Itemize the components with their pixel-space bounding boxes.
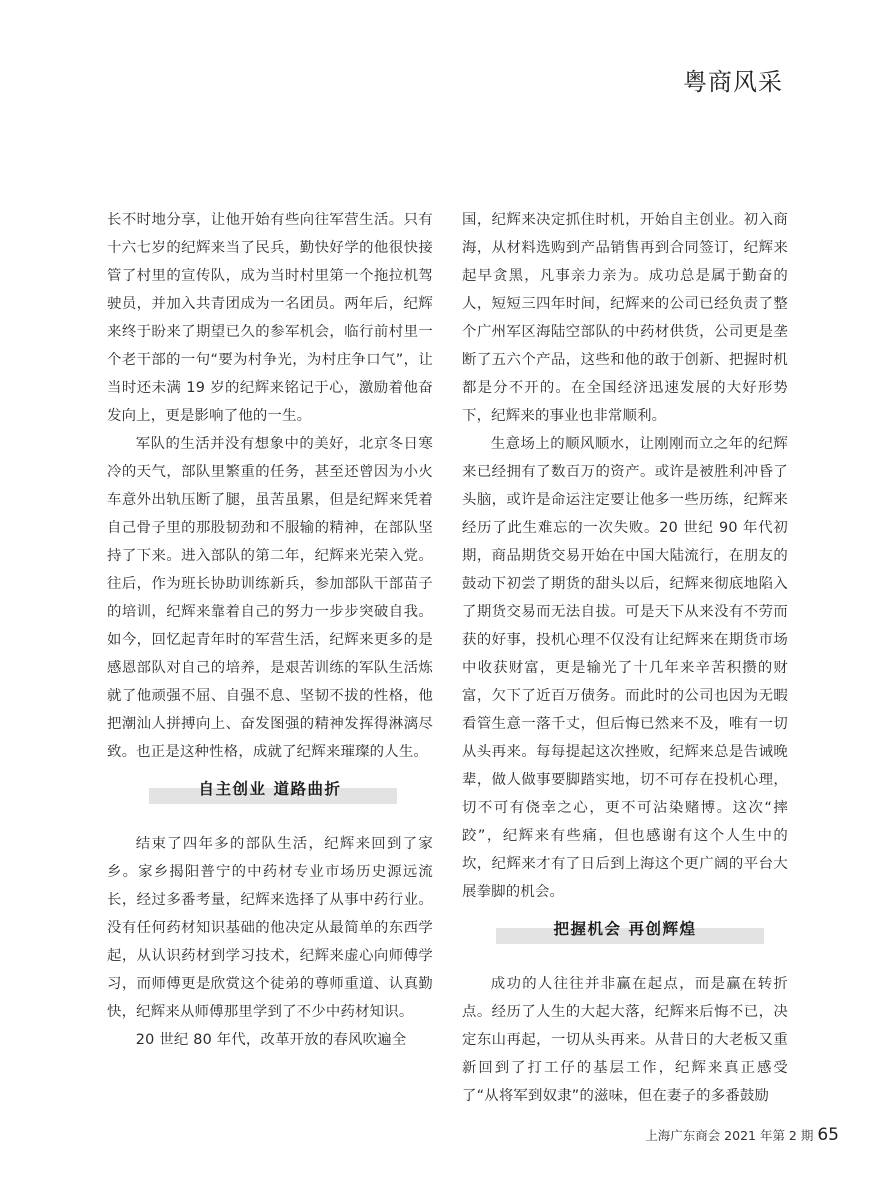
left-paragraph-2: 军队的生活并没有想象中的美好，北京冬日寒冷的天气，部队里繁重的任务，甚至还曾因为小火车意外出轨压断了腿，虽苦虽累，但是纪辉来凭着自己骨子里的那股韧劲和不服输的精神，在部队坚持了下来。进入部队的第二年，纪辉来光荣入党。往后，作为班长协助训练新兵，参加部队干部苗子的培训，纪辉来靠着自己的努力一步步突破自我。如今，回忆起青年时的军营生活，纪辉来更多的是感恩部队对自己的培养，是艰苦训练的军队生活炼就了他顽强不屈、自强不息、坚韧不拔的性格，他把潮汕人拼搏向上、奋发图强的精神发挥得淋漓尽致。也正是这种性格，成就了纪辉来璀璨的人生。	[107, 436, 433, 760]
left-paragraph-4: 20 世纪 80 年代，改革开放的春风吹遍全	[135, 1032, 407, 1048]
section-heading-startup	[107, 778, 433, 804]
section-label: 粤商风采	[683, 68, 783, 96]
left-column	[107, 206, 433, 1054]
left-paragraph-3: 结束了四年多的部队生活，纪辉来回到了家乡。家乡揭阳普宁的中药材专业市场历史源远流长，经过多番考量，纪辉来选择了从事中药行业。没有任何药材知识基础的他决定从最简单的东西学起，从认识药材到学习技术，纪辉来虚心向师傅学习，而师傅更是欣赏这个徒弟的尊师重道、认真勤快，纪辉来从师傅那里学到了不少中药材知识。	[107, 836, 433, 1020]
right-column	[462, 206, 788, 1110]
section-heading-label: 把握机会 再创辉煌	[553, 920, 697, 938]
page-footer	[645, 1125, 839, 1145]
left-paragraph-1: 长不时地分享，让他开始有些向往军营生活。只有十六七岁的纪辉来当了民兵，勤快好学的他很快接管了村里的宣传队，成为当时村里第一个拖拉机驾驶员，并加入共青团成为一名团员。两年后，纪辉来终于盼来了期望已久的参军机会，临行前村里一个老干部的一句“要为村争光，为村庄争口气”，让当时还未满 19 岁的纪辉来铭记于心，激励着他奋发向上，更是影响了他的一生。	[107, 212, 433, 424]
section-heading-label: 自主创业 道路曲折	[198, 780, 342, 798]
publication-name: 上海广东商会 2021 年第 2 期	[645, 1128, 814, 1143]
page-number: 65	[817, 1125, 839, 1145]
right-paragraph-2: 生意场上的顺风顺水，让刚刚而立之年的纪辉来已经拥有了数百万的资产。或许是被胜利冲昏了头脑，或许是命运注定要让他多一些历练，纪辉来经历了此生难忘的一次失败。20 世纪 90 年代初期，商品期货交易开始在中国大陆流行，在朋友的鼓动下初尝了期货的甜头以后，纪辉来彻底地陷入了期货交易而无法自拔。可是天下从来没有不劳而获的好事，投机心理不仅没有让纪辉来在期货市场中收获财富，更是输光了十几年来辛苦积攒的财富，欠下了近百万债务。而此时的公司也因为无暇看管生意一落千丈，但后悔已然来不及，唯有一切从头再来。每每提起这次挫败，纪辉来总是告诫晚辈，做人做事要脚踏实地，切不可存在投机心理，切不可有侥幸之心，更不可沾染赌博。这次“摔跤”，纪辉来有些痛，但也感谢有这个人生中的坎，纪辉来才有了日后到上海这个更广阔的平台大展拳脚的机会。	[462, 436, 788, 900]
section-heading-opportunity	[462, 918, 788, 944]
right-paragraph-3: 成功的人往往并非赢在起点，而是赢在转折点。经历了人生的大起大落，纪辉来后悔不已，决定东山再起，一切从头再来。从昔日的大老板又重新回到了打工仔的基层工作，纪辉来真正感受了“从将军到奴隶”的滋味，但在妻子的多番鼓励	[462, 976, 788, 1104]
right-paragraph-1: 国，纪辉来决定抓住时机，开始自主创业。初入商海，从材料选购到产品销售再到合同签订，纪辉来起早贪黑，凡事亲力亲为。成功总是属于勤奋的人，短短三四年时间，纪辉来的公司已经负责了整个广州军区海陆空部队的中药材供货，公司更是垄断了五六个产品，这些和他的敢于创新、把握时机都是分不开的。在全国经济迅速发展的大好形势下，纪辉来的事业也非常顺利。	[462, 212, 788, 424]
